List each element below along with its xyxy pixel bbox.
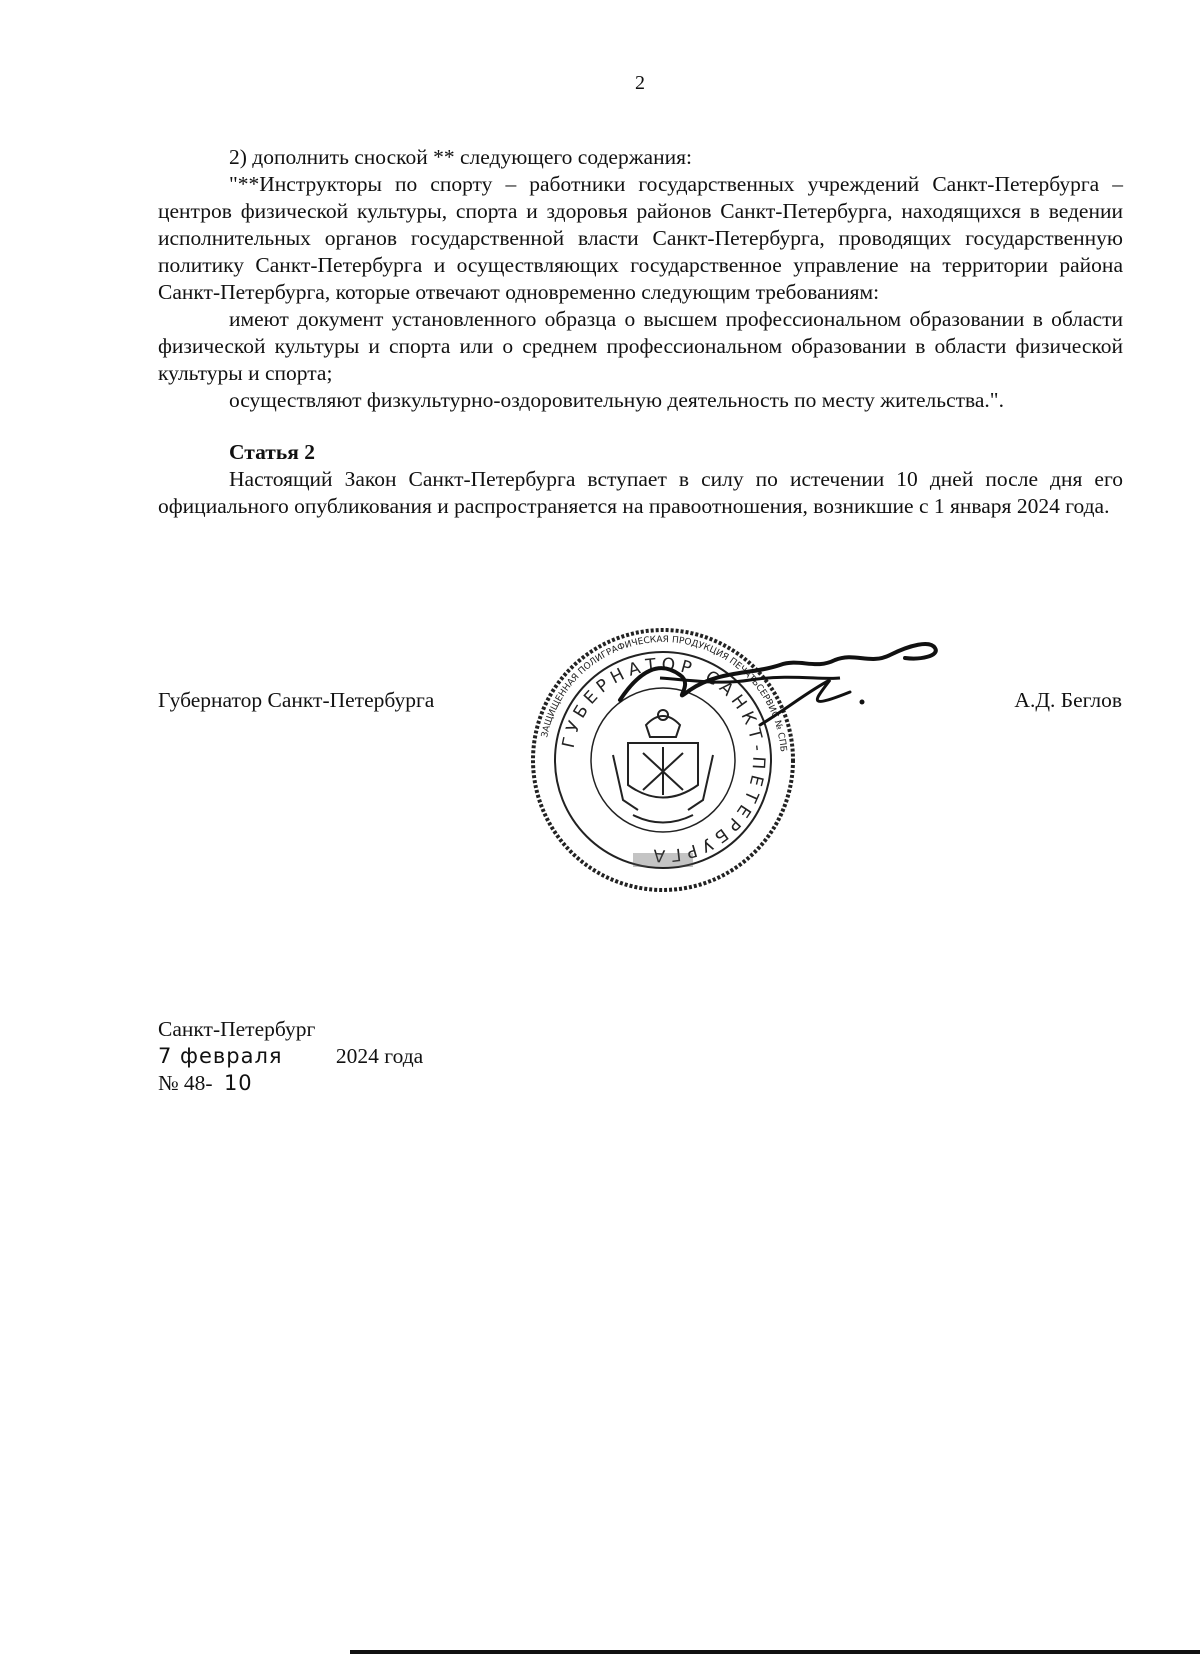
date-handwritten: 7 февраля (158, 1044, 283, 1068)
seal-outer-text: ЗАЩИЩЕННАЯ ПОЛИГРАФИЧЕСКАЯ ПРОДУКЦИЯ ПЕЧАТЬСЕРВИС № СПБ (540, 634, 788, 753)
article-heading: Статья 2 (229, 440, 315, 464)
paragraph-intro: 2) дополнить сноской ** следующего содержания: (229, 145, 692, 169)
paragraph-requirement-1: имеют документ установленного образца о высшем профессиональном образовании в области физической культуры и спорта или о среднем профессиональном образовании в области физической культуры и спорта; (158, 307, 1123, 385)
document-body (158, 144, 1123, 520)
signatory-name: А.Д. Беглов (1014, 688, 1122, 712)
date-line (158, 1043, 423, 1070)
number-handwritten: 10 (223, 1071, 253, 1095)
paragraph-requirement-2: осуществляют физкультурно-оздоровительную деятельность по месту жительства.". (229, 388, 1004, 412)
date-year: 2024 года (335, 1044, 424, 1068)
place-date-number-block (158, 1016, 423, 1097)
city: Санкт-Петербург (158, 1017, 316, 1041)
signatory-position: Губернатор Санкт-Петербурга (158, 688, 435, 712)
number-prefix: № 48- (158, 1071, 213, 1095)
seal-inner-text: ГУБЕРНАТОР САНКТ-ПЕТЕРБУРГА (558, 654, 769, 866)
article-text: Настоящий Закон Санкт-Петербурга вступает в силу по истечении 10 дней после дня его официального опубликования и распространяется на правоотношения, возникшие с 1 января 2024 года. (158, 467, 1123, 518)
handwritten-signature (600, 630, 980, 750)
paragraph-footnote: "**Инструкторы по спорту – работники государственных учреждений Санкт-Петербурга – центров физической культуры, спорта и здоровья районов Санкт-Петербурга, находящихся в ведении исполнительных органов государственной власти Санкт-Петербурга, проводящих государственную политику Санкт-Петербурга и осуществляющих государственное управление на территории района Санкт-Петербурга, которые отвечают одновременно следующим требованиям: (158, 172, 1123, 304)
number-line (158, 1070, 423, 1097)
page-number: 2 (635, 72, 645, 94)
bottom-border-line (350, 1650, 1200, 1654)
